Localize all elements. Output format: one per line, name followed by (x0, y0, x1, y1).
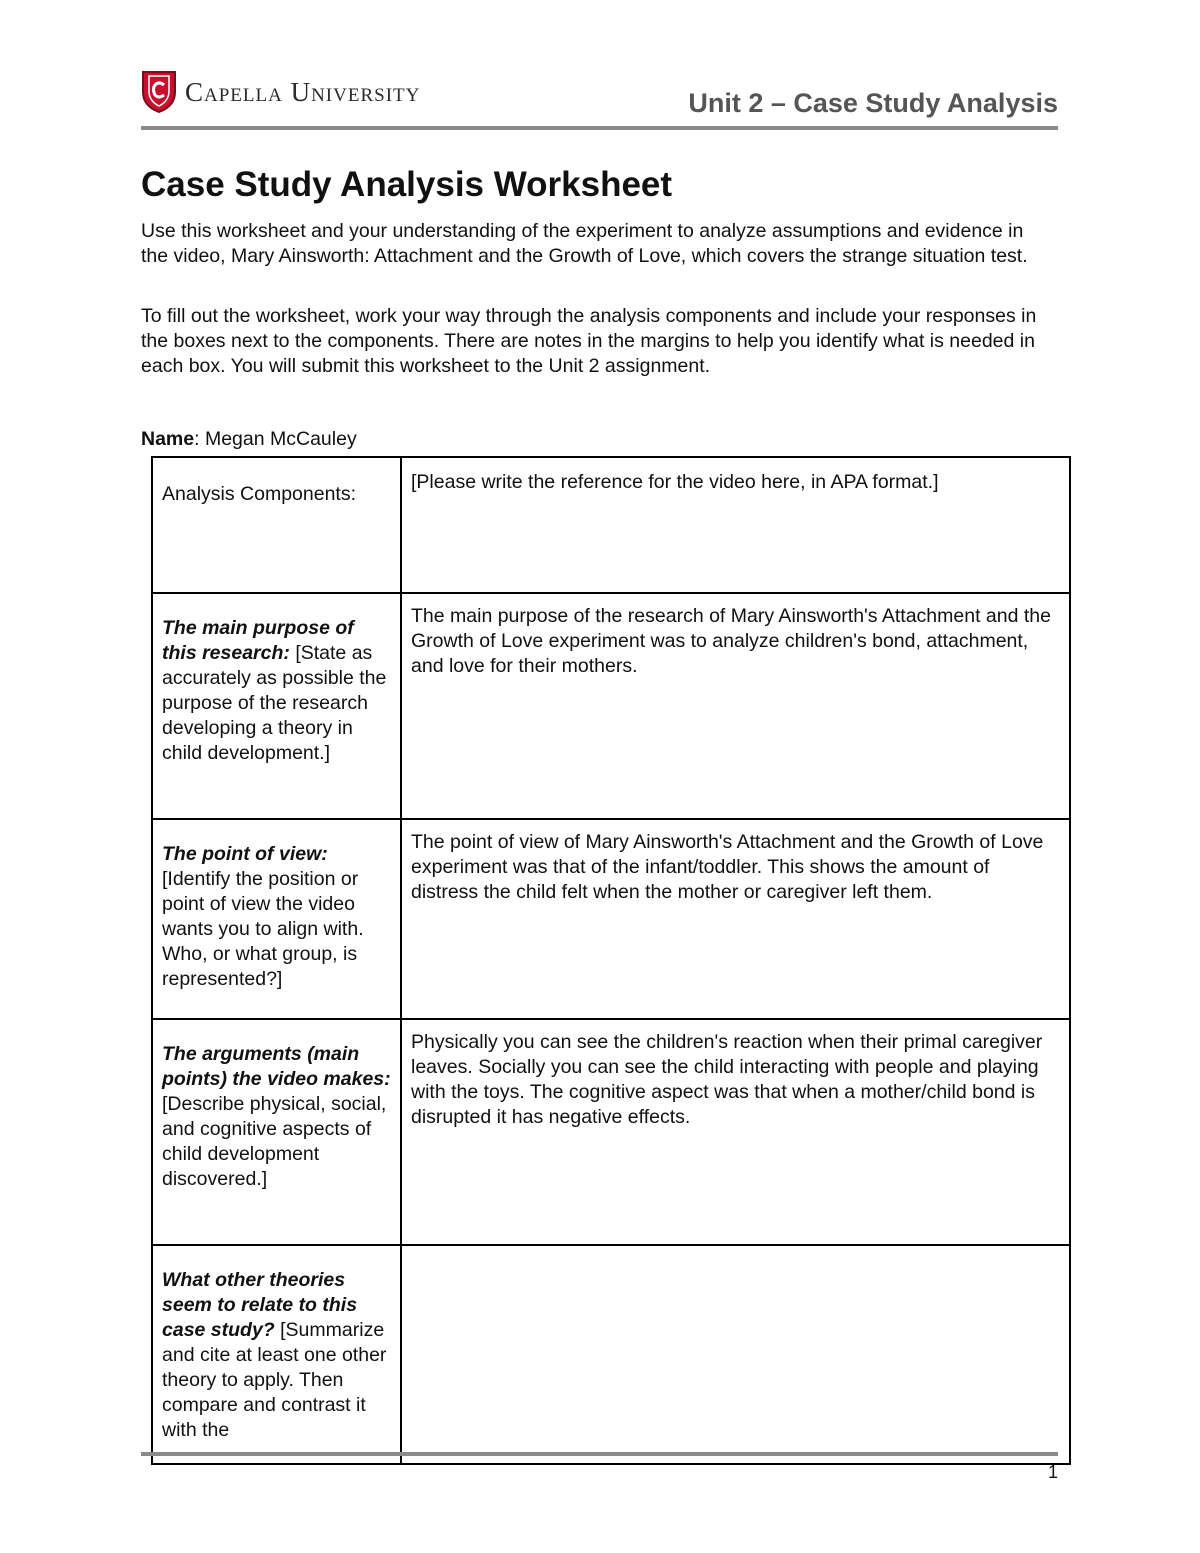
component-cell (152, 1019, 401, 1245)
response-cell[interactable]: The main purpose of the research of Mary Ainsworth's Attachment and the Growth of Love experiment was to analyze children's bond, attachment, and love for their mothers. (401, 593, 1070, 819)
header-divider (141, 126, 1058, 130)
university-name: Capella University (185, 76, 421, 107)
document-title: Case Study Analysis Worksheet (141, 165, 673, 204)
shield-icon (141, 70, 177, 114)
name-value: : Megan McCauley (194, 428, 357, 450)
component-heading: What other theories seem to relate to this case study? (162, 1269, 358, 1341)
video-reference-cell[interactable]: [Please write the reference for the video here, in APA format.] (401, 457, 1070, 593)
intro-paragraph-2: To fill out the worksheet, work your way through the analysis components and include your responses in the boxes next to the components. There are notes in the margins to help you identify what is needed in each box. You will submit this worksheet to the Unit 2 assignment. (141, 305, 1037, 377)
table-row (152, 1019, 1070, 1245)
analysis-components-label: Analysis Components: (152, 457, 401, 593)
component-instruction: [Describe physical, social, and cognitive aspects of child development discovered.] (162, 1093, 387, 1190)
component-instruction: [Summarize and cite at least one other theory to apply. Then compare and contrast it with the (162, 1319, 387, 1441)
component-heading: The main purpose of this research: (162, 617, 354, 664)
response-cell[interactable] (401, 1245, 1070, 1464)
component-cell (152, 819, 401, 1019)
analysis-table (151, 456, 1071, 1465)
component-instruction: [Identify the position or point of view the video wants you to align with. Who, or what group, is represented?] (162, 868, 364, 990)
page-header (141, 66, 1058, 132)
name-label: Name (141, 428, 195, 450)
page-number: 1 (1047, 1462, 1058, 1482)
footer-divider (141, 1452, 1058, 1456)
table-row (152, 819, 1070, 1019)
component-cell (152, 1245, 401, 1464)
response-cell[interactable]: The point of view of Mary Ainsworth's Attachment and the Growth of Love experiment was that of the infant/toddler. This shows the amount of distress the child felt when the mother or caregiver left them. (401, 819, 1070, 1019)
component-heading: The point of view: (162, 843, 328, 865)
table-row (152, 593, 1070, 819)
intro-paragraph-1: Use this worksheet and your understanding of the experiment to analyze assumptions and evidence in the video, Mary Ainsworth: Attachment and the Growth of Love, which covers the strange situation test. (141, 220, 1028, 267)
unit-title: Unit 2 – Case Study Analysis (688, 88, 1058, 118)
component-instruction: [State as accurately as possible the purpose of the research developing a theory in child development.] (162, 642, 387, 764)
table-header-row (152, 457, 1070, 593)
university-logo (141, 70, 420, 114)
table-row (152, 1245, 1070, 1464)
component-heading: The arguments (main points) the video makes: (162, 1043, 391, 1090)
response-cell[interactable]: Physically you can see the children's reaction when their primal caregiver leaves. Socially you can see the child interacting with people and playing with the toys. The cognitive aspect was that when a mother/child bond is disrupted it has negative effects. (401, 1019, 1070, 1245)
student-name-line (141, 428, 357, 451)
component-cell (152, 593, 401, 819)
